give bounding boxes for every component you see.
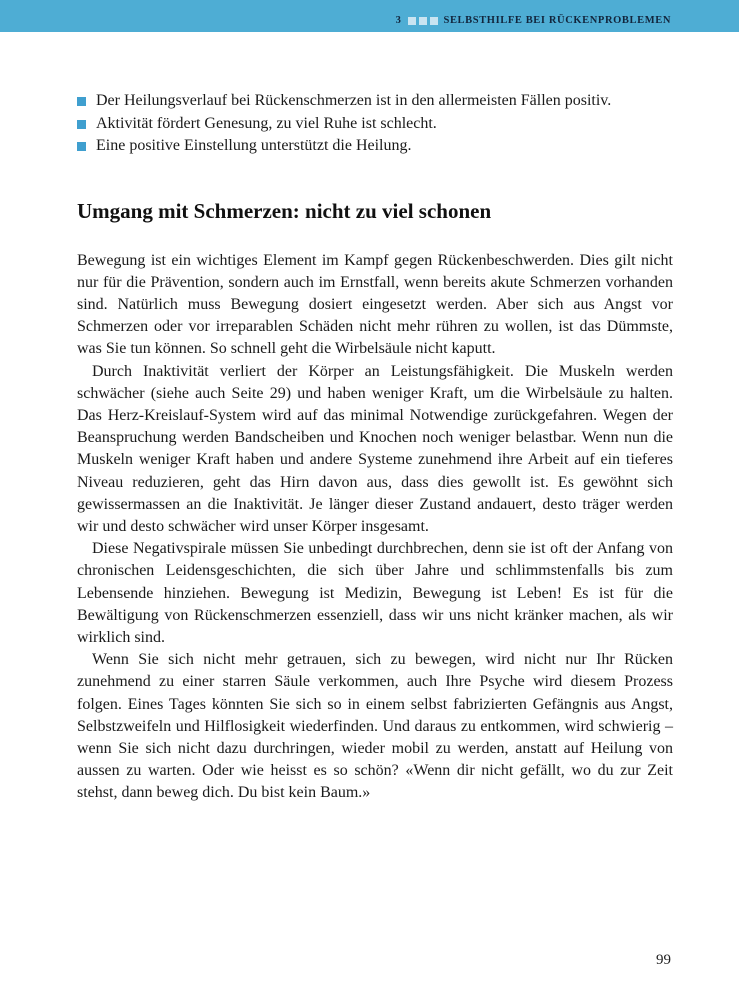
section-heading: Umgang mit Schmerzen: nicht zu viel schonen [77, 198, 492, 223]
chapter-header-bar [0, 0, 739, 32]
bullet-item [77, 90, 673, 113]
paragraph: Bewegung ist ein wichtiges Element im Kampf gegen Rückenbeschwerden. Dies gilt nicht nur für die Prävention, sondern auch im Ernstfall, wenn bereits akute Schmerzen vorhanden sind. Natürlich muss Bewegung dosiert eingesetzt werden. Aber sich aus Angst vor Schmerzen oder vor irreparablen Schäden nicht mehr rühren zu wollen, ist das Dümmste, was Sie tun können. So schnell geht die Wirbelsäule nicht kaputt. [77, 251, 673, 358]
bullet-square-icon [77, 97, 86, 106]
paragraph: Durch Inaktivität verliert der Körper an Leistungsfähigkeit. Die Muskeln werden schwächer (siehe auch Seite 29) und haben weniger Kraft, um die Wirbelsäule zu halten. Das Herz-Kreislauf-System wird auf das minimal Notwendige zurückgefahren. Wegen der Beanspruchung werden Bandscheiben und Knochen noch weniger belastbar. Wenn nun die Muskeln weniger Kraft haben und andere Systeme zunehmend ihre Arbeit auf ein tieferes Niveau reduzieren, geht das Hirn davon aus, dass dies gewollt ist. Es gewöhnt sich gewissermassen an die Inaktivität. Je länger dieser Zustand andauert, desto träger werden wir und desto schwächer wird unser Körper insgesamt. [77, 362, 673, 535]
chapter-number: 3 [395, 15, 402, 26]
bullet-item [77, 135, 673, 158]
summary-bullet-list [77, 90, 673, 158]
paragraph: Wenn Sie sich nicht mehr getrauen, sich zu bewegen, wird nicht nur Ihr Rücken zunehmend zu einer starren Säule verkommen, auch Ihre Psyche wird diesem Prozess folgen. Eines Tages könnten Sie sich so in einem selbst fabrizierten Gefängnis aus Angst, Selbstzweifeln und Hilflosigkeit wiederfinden. Und daraus zu entkommen, wird schwierig – wenn Sie sich nicht dazu durchringen, wieder mobil zu werden, anstatt auf Heilung von aussen zu warten. Oder wie heisst es so schön? «Wenn dir nicht gefällt, wo du zur Zeit stehst, dann beweg dich. Du bist kein Baum.» [77, 651, 673, 802]
bullet-square-icon [77, 142, 86, 151]
page-number: 99 [656, 952, 671, 968]
square-icon [430, 17, 438, 25]
chapter-title: SELBSTHILFE BEI RÜCKENPROBLEMEN [443, 15, 671, 26]
running-header [396, 15, 671, 27]
square-icon [408, 17, 416, 25]
bullet-text: Der Heilungsverlauf bei Rückenschmerzen ist in den allermeisten Fällen positiv. [96, 92, 612, 109]
section-body [77, 250, 673, 805]
page-content [77, 90, 673, 805]
bullet-item [77, 113, 673, 136]
bullet-text: Eine positive Einstellung unterstützt die Heilung. [96, 137, 412, 154]
square-icon [419, 17, 427, 25]
paragraph: Diese Negativspirale müssen Sie unbedingt durchbrechen, denn sie ist oft der Anfang von chronischen Leidensgeschichten, die sich über Jahre und schlimmstenfalls bis zum Lebensende hinziehen. Bewegung ist Medizin, Bewegung ist Leben! Es ist für die Bewältigung von Rückenschmerzen essenziell, dass wir uns nicht kränker machen, als wir wirklich sind. [77, 540, 673, 646]
bullet-text: Aktivität fördert Genesung, zu viel Ruhe ist schlecht. [96, 114, 437, 132]
bullet-square-icon [77, 120, 86, 129]
header-square-ornament [408, 17, 438, 25]
